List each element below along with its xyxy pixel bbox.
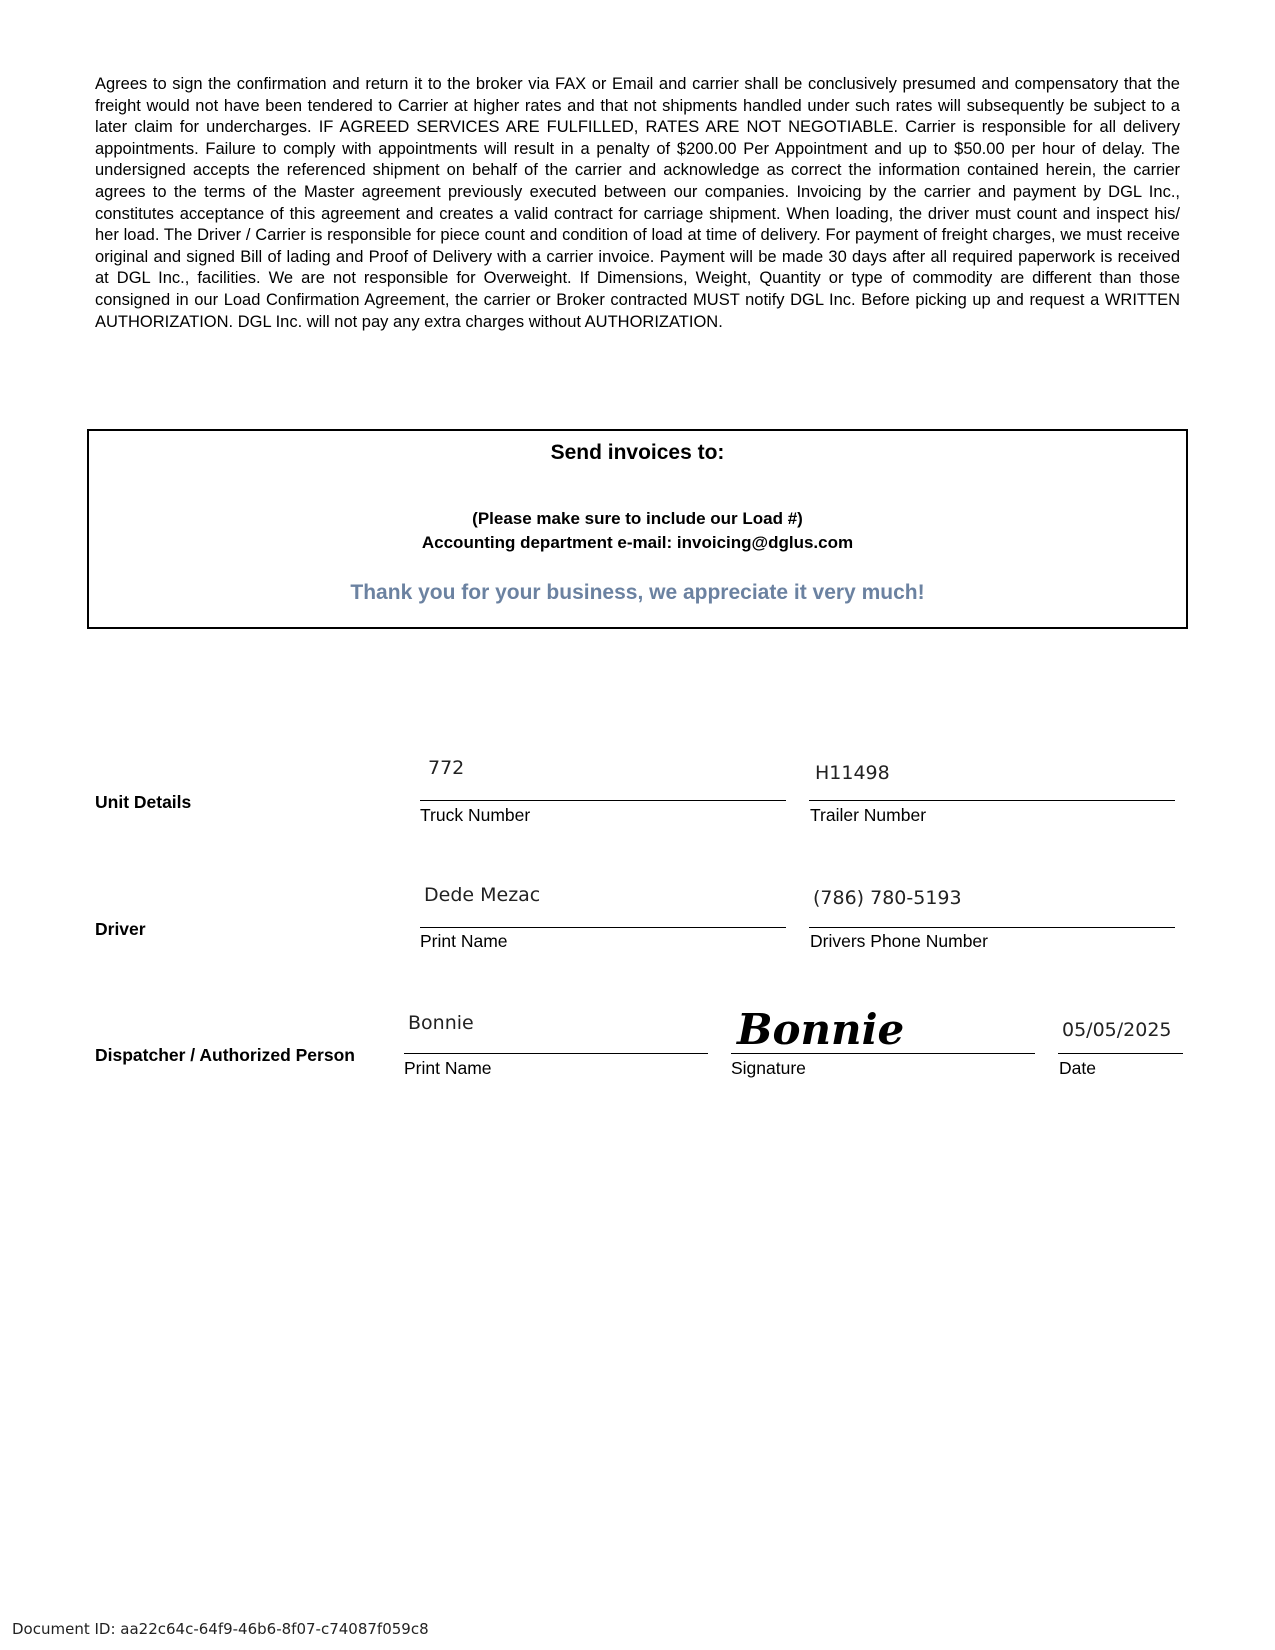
accounting-email-line: Accounting department e-mail: invoicing@dglus.com [421,533,854,552]
dispatcher-label: Dispatcher / Authorized Person [95,1045,355,1065]
document-id: Document ID: aa22c64c-64f9-46b6-8f07-c74087f059c8 [12,1620,429,1638]
dispatcher-name-value[interactable]: Bonnie [408,1012,474,1034]
unit-details-label: Unit Details [95,792,192,812]
driver-phone-caption: Drivers Phone Number [810,931,988,951]
date-caption: Date [1059,1058,1096,1078]
driver-name-line [420,927,786,928]
invoice-title: Send invoices to: [550,441,725,464]
date-line [1058,1053,1183,1054]
driver-label: Driver [95,919,146,939]
driver-name-caption: Print Name [420,931,508,951]
date-value[interactable]: 05/05/2025 [1062,1019,1172,1041]
trailer-number-value[interactable]: H11498 [815,762,890,784]
driver-name-value[interactable]: Dede Mezac [424,884,541,906]
dispatcher-name-caption: Print Name [404,1058,492,1078]
truck-number-line [420,800,786,801]
trailer-number-caption: Trailer Number [810,805,927,825]
dispatcher-signature[interactable] [733,1000,913,1052]
truck-number-value[interactable]: 772 [428,757,465,779]
invoice-instructions-box [87,429,1188,629]
signature-caption: Signature [731,1058,806,1078]
signature-line [731,1053,1035,1054]
invoice-load-note: (Please make sure to include our Load #) [472,509,803,528]
trailer-number-line [809,800,1175,801]
thank-you-message: Thank you for your business, we appreciate it very much! [350,581,925,604]
dispatcher-name-line [404,1053,708,1054]
terms-paragraph: Agrees to sign the confirmation and return it to the broker via FAX or Email and carrier shall be conclusively presumed and compensatory that the freight would not have been tendered to Carrier at higher rates and that not shipments handled under such rates will subsequently be subject to a later claim for undercharges. IF AGREED SERVICES ARE FULFILLED, RATES ARE NOT NEGOTIABLE. Carrier is responsible for all delivery appointments. Failure to comply with appointments will result in a penalty of $200.00 Per Appointment and up to $50.00 per hour of delay. The undersigned accepts the referenced shipment on behalf of the carrier and acknowledge as correct the information contained herein, the carrier agrees to the terms of the Master agreement previously executed between our companies. Invoicing by the carrier and payment by DGL Inc., constitutes acceptance of this agreement and creates a valid contract for carriage shipment. When loading, the driver must count and inspect his/ her load. The Driver / Carrier is responsible for piece count and condition of load at time of delivery. For payment of freight charges, we must receive original and signed Bill of lading and Proof of Delivery with a carrier invoice. Payment will be made 30 days after all required paperwork is received at DGL Inc., facilities. We are not responsible for Overweight. If Dimensions, Weight, Quantity or type of commodity are different than those consigned in our Load Confirmation Agreement, the carrier or Broker contracted MUST notify DGL Inc. Before picking up and request a WRITTEN AUTHORIZATION. DGL Inc. will not pay any extra charges without AUTHORIZATION. [95,75,1180,331]
driver-phone-line [809,927,1175,928]
truck-number-caption: Truck Number [420,805,531,825]
signature-mark: Bonnie [737,1005,905,1052]
driver-phone-value[interactable]: (786) 780-5193 [813,887,962,909]
